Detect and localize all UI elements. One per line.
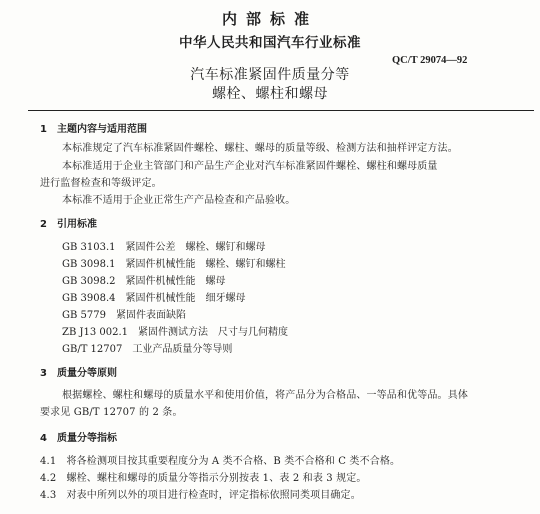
- section-heading-3: 3 质量分等原则: [40, 368, 117, 379]
- clause-item: 4.1 将各检测项目按其重要程度分为 A 类不合格、B 类不合格和 C 类不合格。: [40, 456, 401, 467]
- paragraph: 根据螺栓、螺柱和螺母的质量水平和使用价值，将产品分为合格品、一等品和优等品。具体: [62, 390, 468, 401]
- internal-standard-label: 内部标准: [221, 10, 318, 28]
- reference-item: GB/T 12707 工业产品质量分等导则: [62, 344, 233, 355]
- reference-item: GB 3098.1 紧固件机械性能 螺栓、螺钉和螺柱: [62, 259, 286, 270]
- section-heading-4: 4 质量分等指标: [40, 433, 117, 444]
- paragraph: 本标准适用于企业主管部门和产品生产企业对汽车标准紧固件螺栓、螺柱和螺母质量: [62, 161, 438, 172]
- standard-code: QC/T 29074—92: [392, 55, 468, 66]
- reference-item: GB 3098.2 紧固件机械性能 螺母: [62, 276, 226, 287]
- reference-item: ZB J13 002.1 紧固件测试方法 尺寸与几何精度: [62, 327, 289, 338]
- header-divider: [28, 110, 534, 111]
- paragraph: 进行监督检查和等级评定。: [40, 178, 162, 189]
- reference-item: GB 5779 紧固件表面缺陷: [62, 310, 186, 321]
- clause-item: 4.3 对表中所列以外的项目进行检查时，评定指标依照同类项目确定。: [40, 490, 361, 501]
- paragraph: 要求见 GB/T 12707 的 2 条。: [40, 407, 183, 418]
- section-heading-1: 1 主题内容与适用范围: [40, 124, 147, 135]
- reference-item: GB 3908.4 紧固件机械性能 细牙螺母: [62, 293, 246, 304]
- paragraph: 本标准不适用于企业正常生产产品检查和产品验收。: [62, 195, 296, 206]
- standard-category-title: 中华人民共和国汽车行业标准: [179, 35, 361, 51]
- clause-item: 4.2 螺栓、螺柱和螺母的质量分等指示分别按表 1、表 2 和表 3 规定。: [40, 473, 367, 484]
- paragraph: 本标准规定了汽车标准紧固件螺栓、螺柱、螺母的质量等级、检测方法和抽样评定方法。: [62, 143, 458, 154]
- reference-item: GB 3103.1 紧固件公差 螺栓、螺钉和螺母: [62, 242, 266, 253]
- document-title-line1: 汽车标准紧固件质量分等: [190, 67, 350, 83]
- document-title-line2: 螺栓、螺柱和螺母: [212, 86, 328, 102]
- section-heading-2: 2 引用标准: [40, 219, 97, 230]
